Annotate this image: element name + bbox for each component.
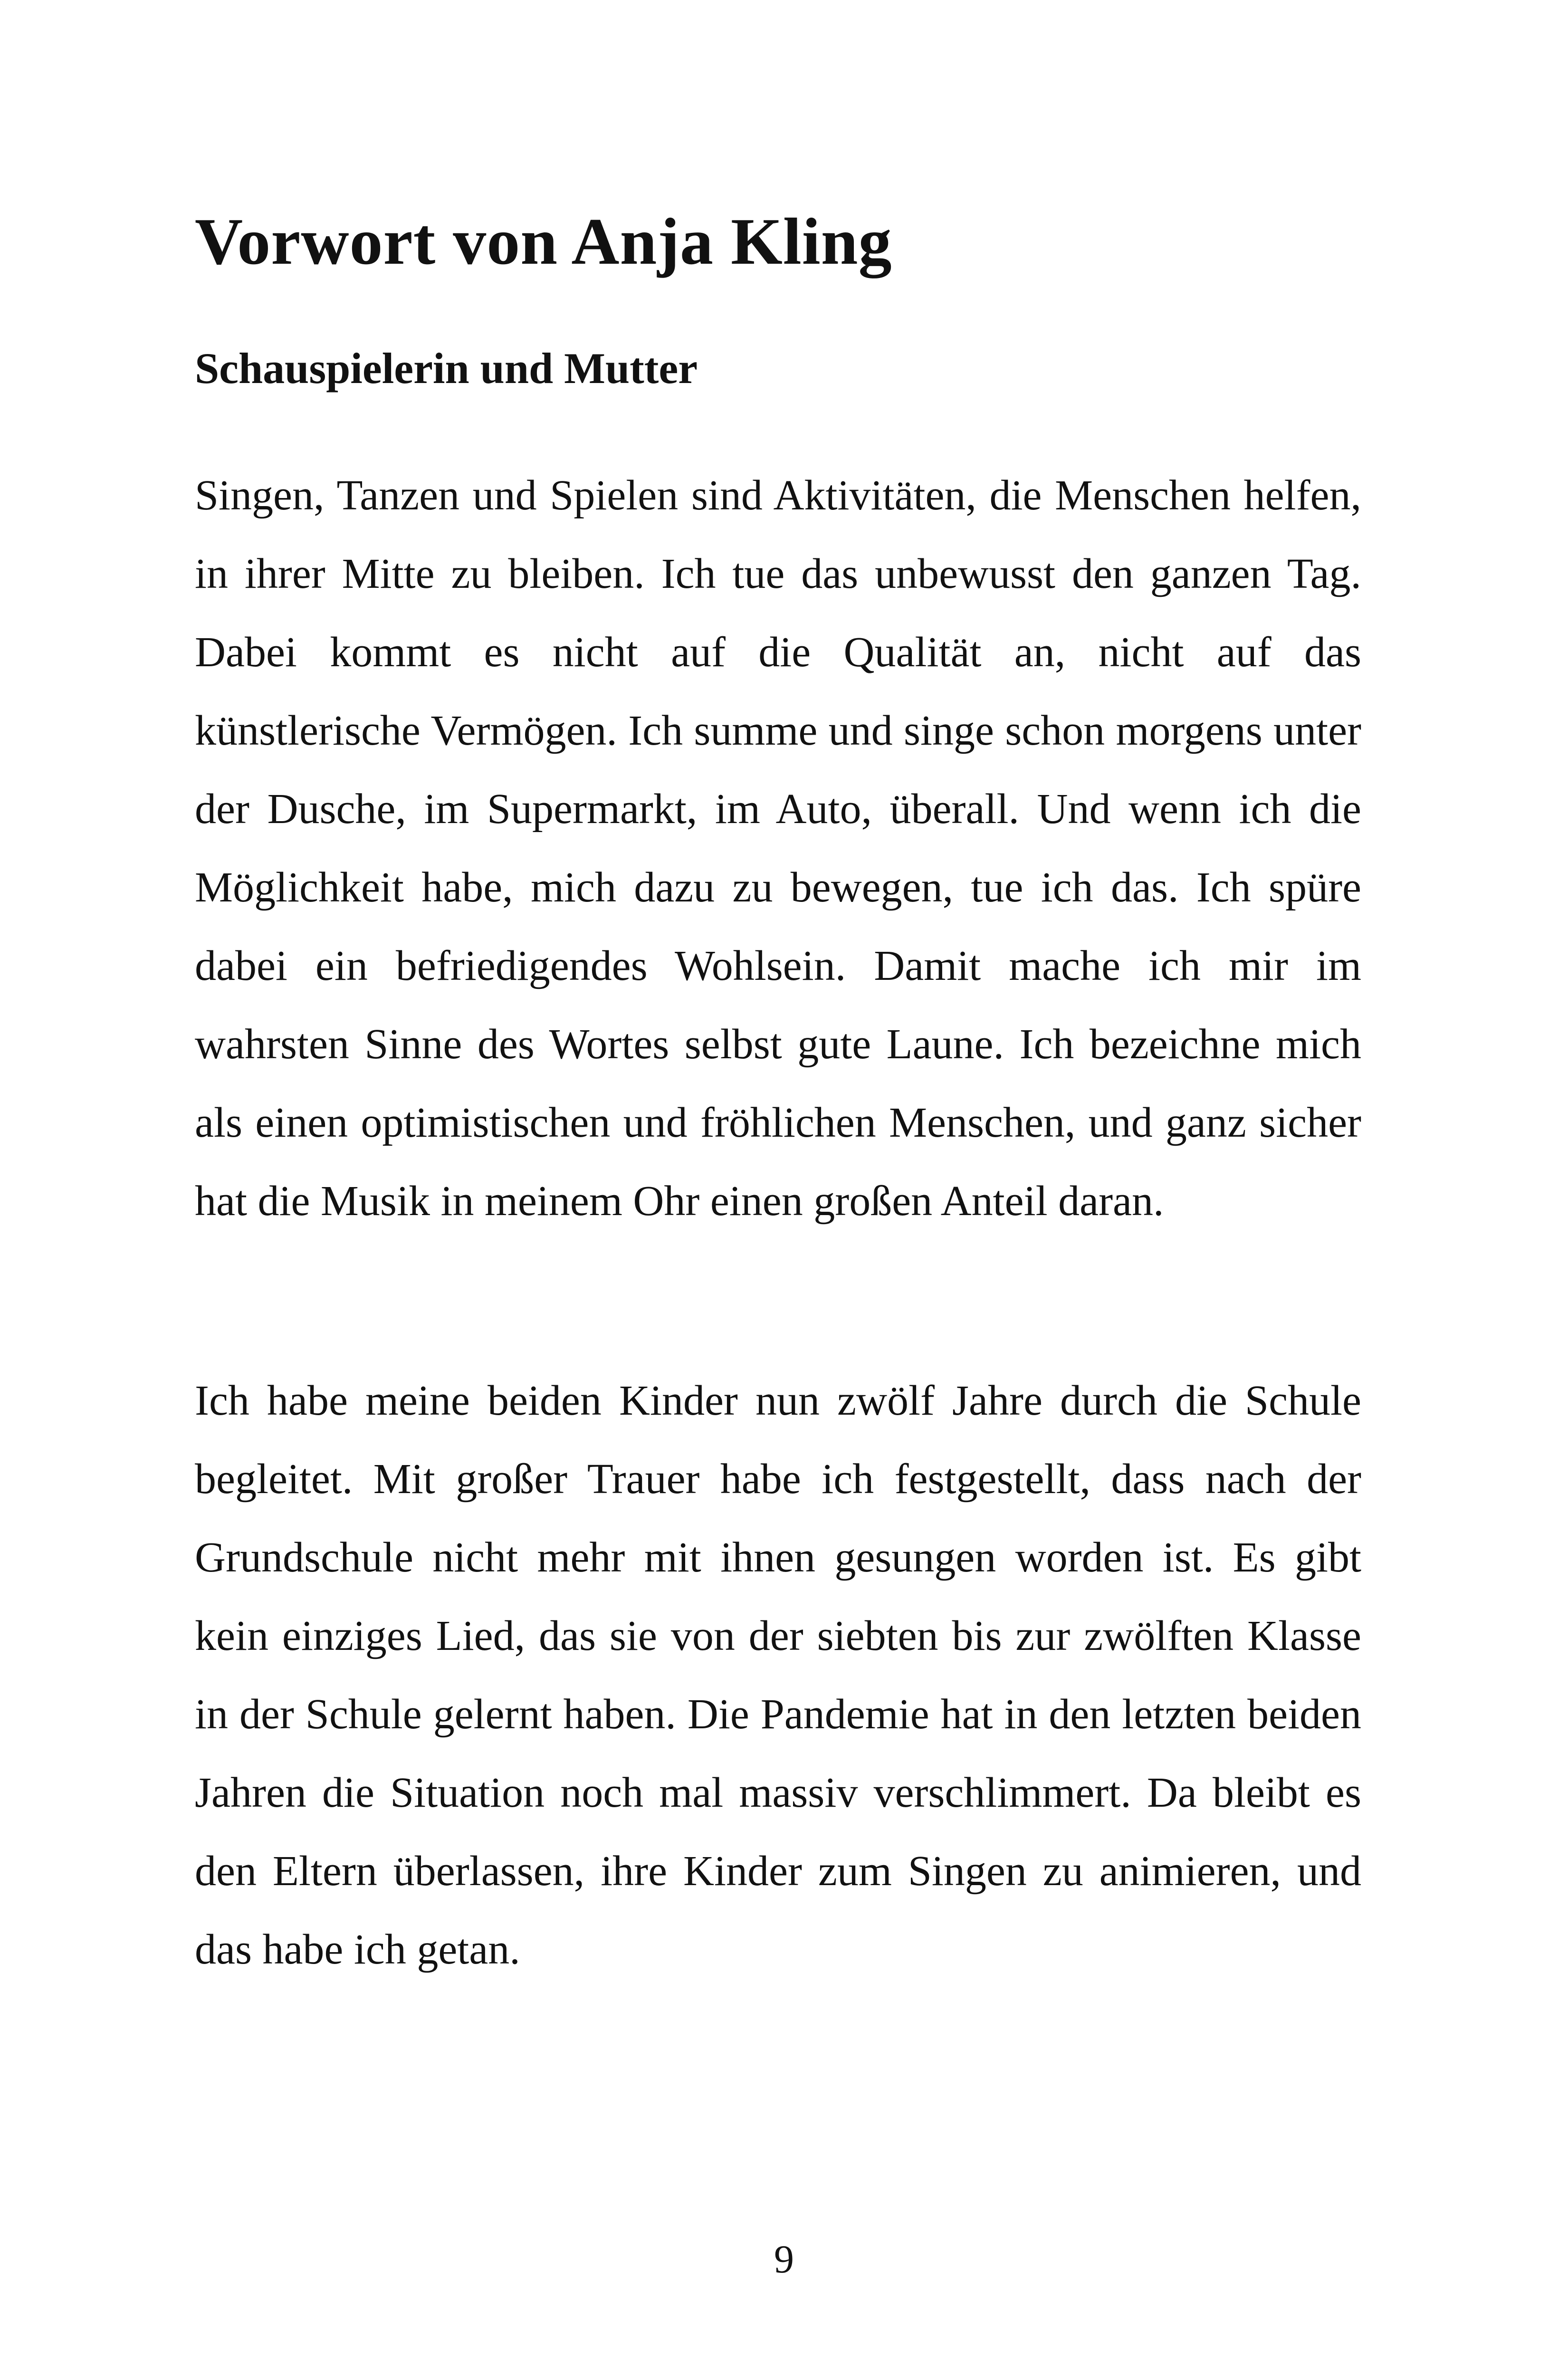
chapter-subtitle: Schauspielerin und Mutter (195, 344, 698, 393)
chapter-title: Vorwort von Anja Kling (195, 205, 892, 278)
page-number: 9 (774, 2237, 794, 2281)
body-paragraph: Ich habe meine beiden Kinder nun zwölf Jahre durch die Schule begleitet. Mit großer Trauer habe ich festgestellt, dass nach der Grundschule nicht mehr mit ihnen gesungen worden ist. Es gibt kein einziges Lied, das sie von der siebten bis zur zwölften Klasse in der Schule gelernt haben. Die Pandemie hat in den letzten beiden Jahren die Situation noch mal massiv verschlimmert. Da bleibt es den Eltern überlassen, ihre Kinder zum Singen zu animieren, und das habe ich getan. (195, 1377, 1361, 1973)
body-paragraph: Singen, Tanzen und Spielen sind Aktivitäten, die Menschen helfen, in ihrer Mitte zu bleiben. Ich tue das unbewusst den ganzen Tag. Dabei kommt es nicht auf die Qualität an, nicht auf das künstlerische Vermögen. Ich summe und singe schon morgens unter der Dusche, im Supermarkt, im Auto, überall. Und wenn ich die Möglichkeit habe, mich dazu zu bewegen, tue ich das. Ich spüre dabei ein befriedigendes Wohlsein. Damit mache ich mir im wahrsten Sinne des Wortes selbst gute Laune. Ich bezeichne mich als einen optimistischen und fröhlichen Menschen, und ganz sicher hat die Musik in meinem Ohr einen großen Anteil daran. (195, 472, 1361, 1225)
